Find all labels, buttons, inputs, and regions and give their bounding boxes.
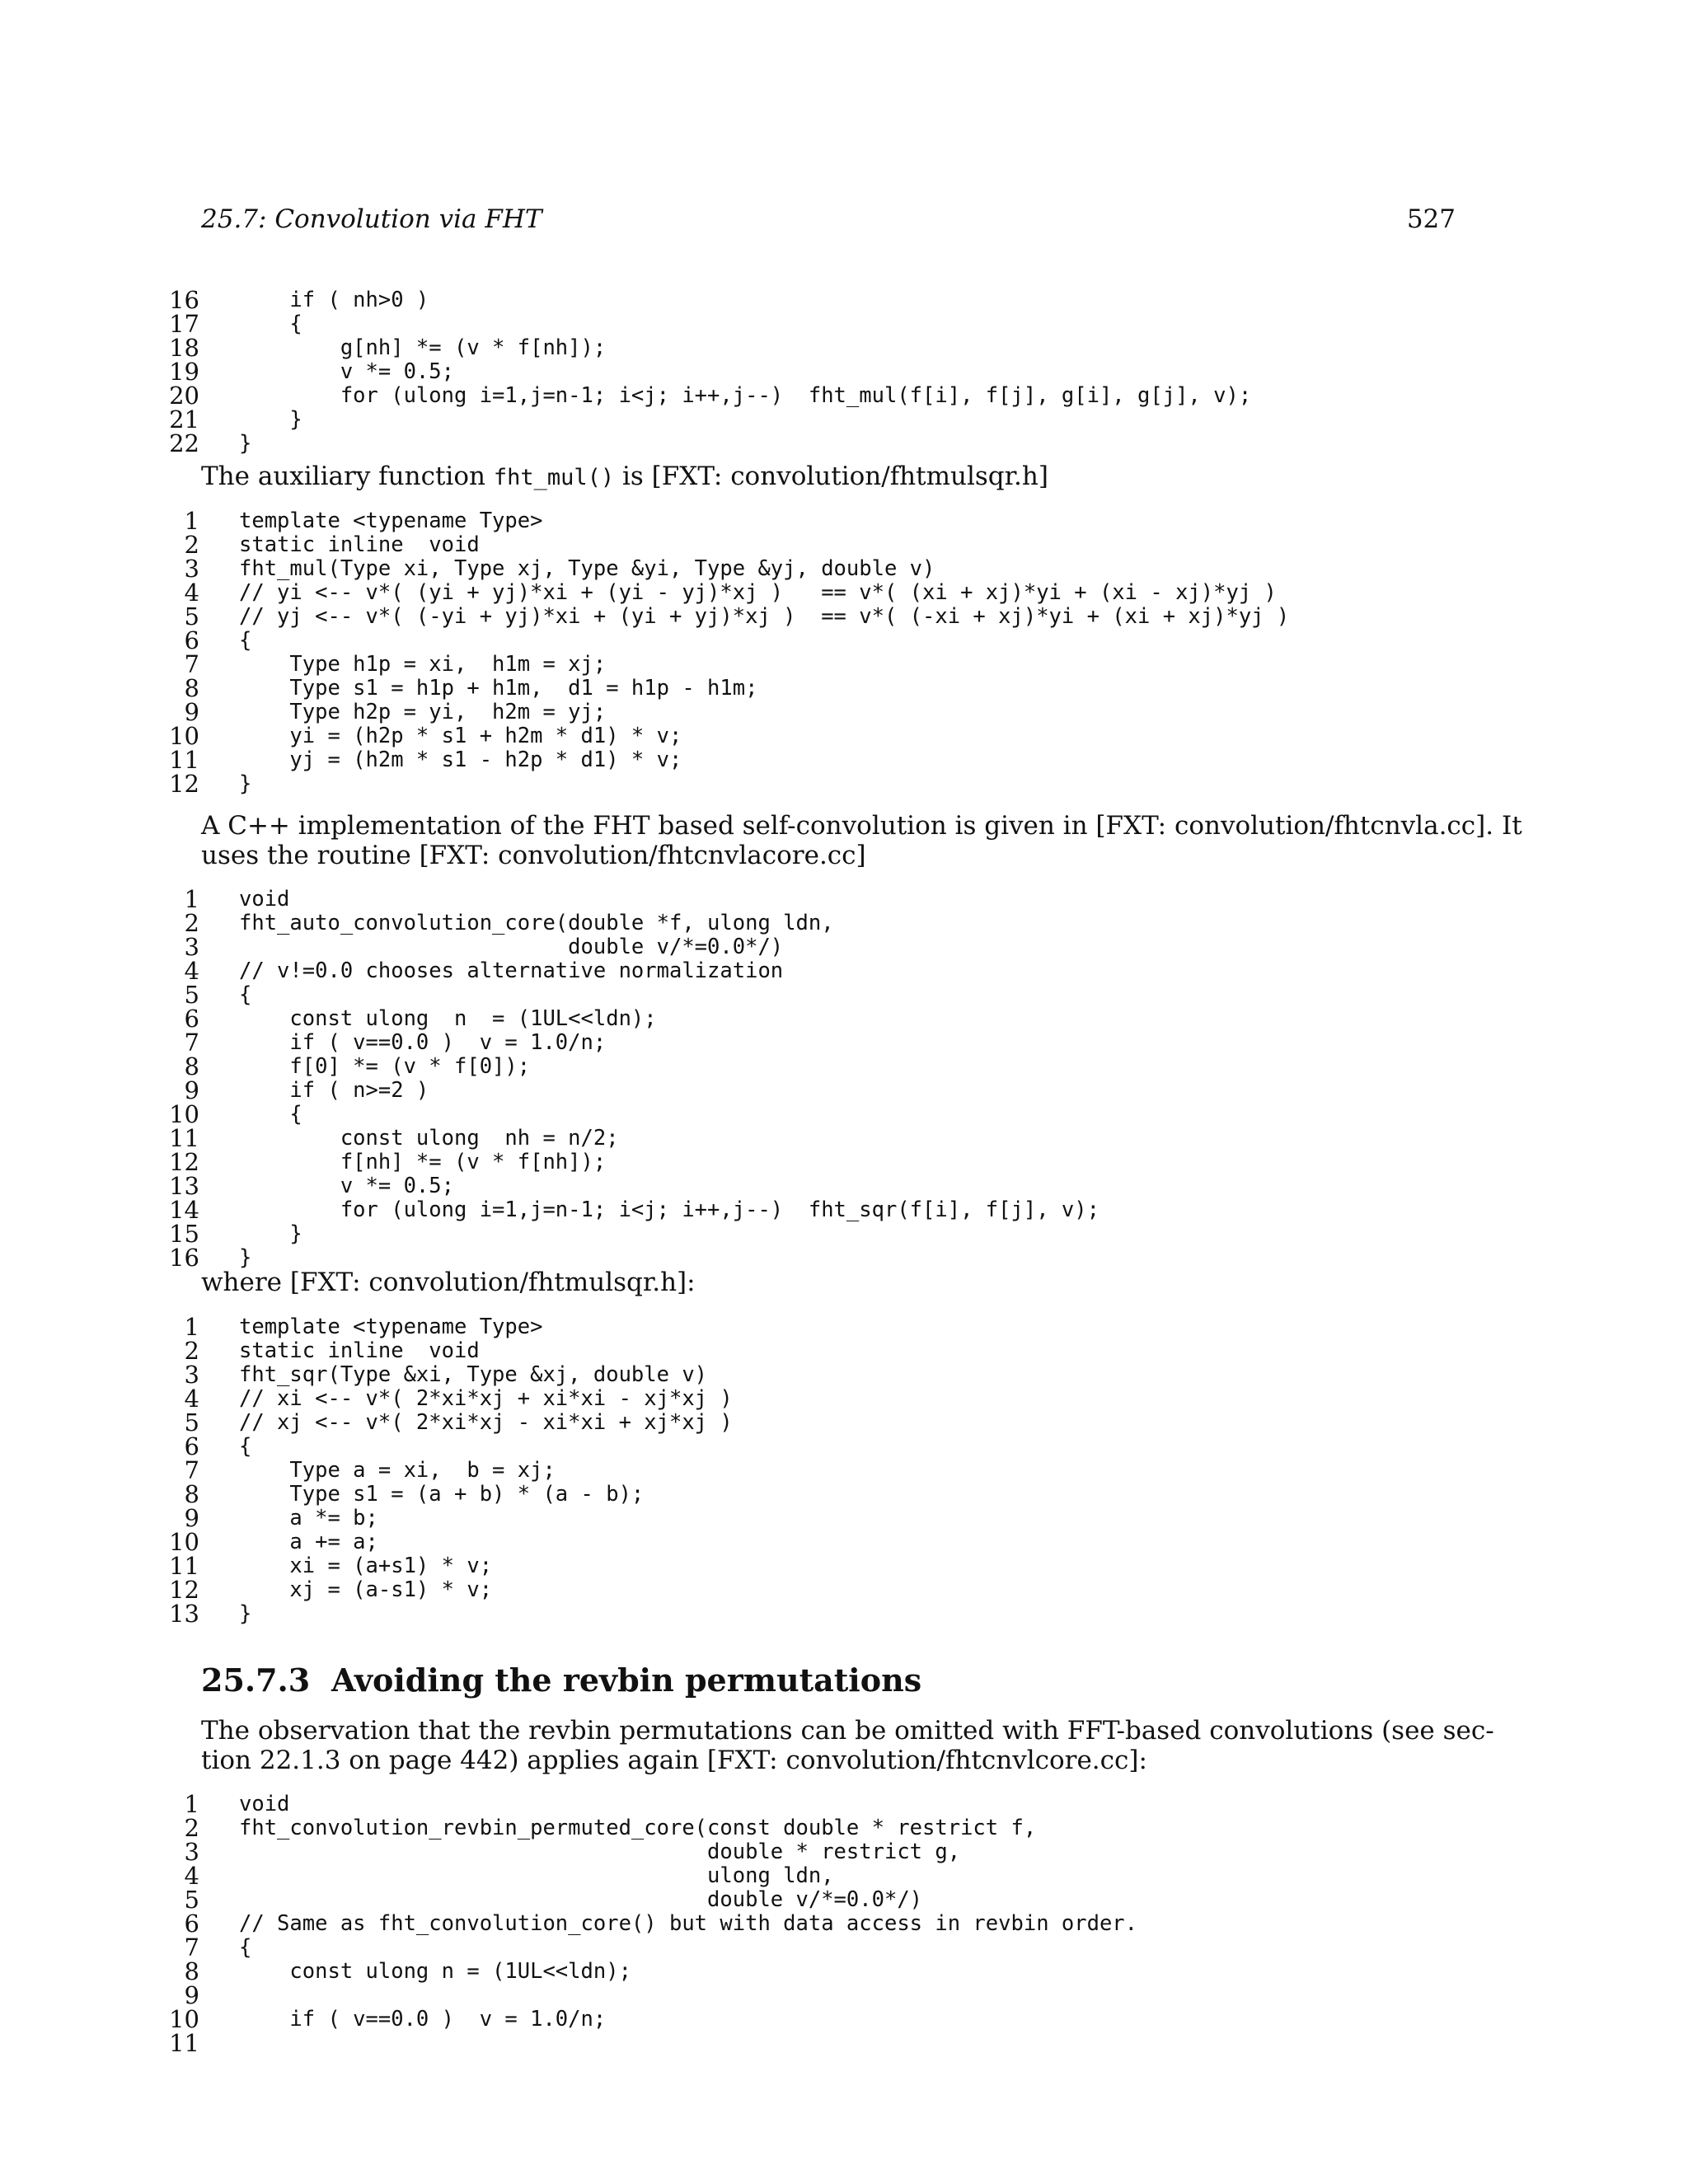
line-number: 13 (169, 1172, 199, 1200)
code-text: for (ulong i=1,j=n-1; i<j; i++,j--) fht_mul(f[i], f[j], g[i], g[j], v); (239, 383, 1252, 408)
code-line (0, 959, 1688, 983)
line-number: 5 (184, 1408, 199, 1436)
code-text: Type h1p = xi, h1m = xj; (239, 652, 607, 677)
code-line (0, 1174, 1688, 1198)
code-listing-fht-convolution-revbin-permuted-core (0, 1790, 1688, 2057)
code-line (0, 336, 1688, 360)
code-text: const ulong n = (1UL<<ldn); (239, 1959, 631, 1984)
code-line (0, 1124, 1688, 1152)
code-text: fht_mul(Type xi, Type xj, Type &yi, Type &yj, double v) (239, 556, 935, 581)
code-line (0, 748, 1688, 772)
line-number: 10 (169, 1100, 199, 1128)
code-line (0, 581, 1688, 605)
code-line (0, 1864, 1688, 1888)
code-text: const ulong nh = n/2; (239, 1126, 619, 1151)
code-line (0, 1816, 1688, 1840)
code-text: { (239, 982, 252, 1007)
line-number: 12 (169, 770, 199, 798)
section-number: 25.7.3 (201, 1661, 311, 1699)
code-line (0, 509, 1688, 533)
line-number: 1 (184, 1313, 199, 1341)
line-number: 22 (169, 429, 199, 457)
code-line (0, 1530, 1688, 1554)
code-text: a *= b; (239, 1506, 378, 1530)
code-text: Type s1 = h1p + h1m, d1 = h1p - h1m; (239, 676, 758, 701)
code-line (0, 1387, 1688, 1411)
code-line (0, 360, 1688, 384)
line-number: 11 (169, 746, 199, 774)
line-number: 11 (169, 2029, 199, 2057)
section-title: Avoiding the revbin permutations (331, 1661, 922, 1699)
code-line (0, 557, 1688, 581)
code-text: // yj <-- v*( (-yi + yj)*xi + (yi + yj)*xj ) == v*( (-xi + xj)*yi + (xi + xj)*yj ) (239, 604, 1290, 629)
code-line (0, 1981, 1688, 2009)
code-text: g[nh] *= (v * f[nh]); (239, 335, 607, 360)
code-listing-fht-sqr (0, 1315, 1688, 1626)
line-number: 9 (184, 1981, 199, 2009)
code-line (0, 2029, 1688, 2057)
code-line (0, 1408, 1688, 1436)
code-text: if ( nh>0 ) (239, 288, 429, 312)
line-number: 7 (184, 1029, 199, 1057)
line-number: 6 (184, 626, 199, 654)
code-text: } (239, 1221, 302, 1246)
code-text: if ( v==0.0 ) v = 1.0/n; (239, 2007, 607, 2032)
paragraph-line: A C++ implementation of the FHT based self-convolution is given in [FXT: convolution/fhtcnvla.cc]. It (201, 811, 1522, 841)
line-number: 4 (184, 1862, 199, 1890)
code-line (0, 1840, 1688, 1864)
code-text: double v/*=0.0*/) (239, 935, 784, 959)
code-text: yi = (h2p * s1 + h2m * d1) * v; (239, 724, 682, 748)
code-line (0, 935, 1688, 959)
line-number: 2 (184, 1814, 199, 1842)
code-text: } (239, 1601, 252, 1626)
line-number: 8 (184, 1957, 199, 1985)
code-line (0, 724, 1688, 748)
line-number: 16 (169, 1244, 199, 1272)
line-number: 2 (184, 531, 199, 559)
code-line (0, 1339, 1688, 1363)
line-number: 8 (184, 674, 199, 702)
code-line (0, 1957, 1688, 1985)
code-line (0, 1933, 1688, 1961)
code-text: double v/*=0.0*/) (239, 1887, 923, 1912)
paragraph-line: The observation that the revbin permutations can be omitted with FFT-based convolutions (see sec- (201, 1716, 1494, 1746)
code-text: { (239, 1434, 252, 1459)
code-text: f[0] *= (v * f[0]); (239, 1054, 531, 1079)
code-text: v *= 0.5; (239, 359, 454, 384)
code-text: static inline void (239, 1338, 480, 1363)
code-line (0, 1363, 1688, 1387)
code-text: } (239, 1245, 252, 1270)
code-line (0, 1432, 1688, 1460)
code-line (0, 1790, 1688, 1818)
line-number: 11 (169, 1124, 199, 1152)
code-text: if ( n>=2 ) (239, 1078, 429, 1103)
code-listing-fht-mul-tail (0, 288, 1688, 456)
code-line (0, 1315, 1688, 1339)
code-text: xj = (a-s1) * v; (239, 1577, 493, 1602)
code-text: fht_auto_convolution_core(double *f, ulong ldn, (239, 911, 834, 935)
line-number: 7 (184, 1456, 199, 1484)
code-line (0, 650, 1688, 678)
code-text: { (239, 312, 302, 336)
code-line (0, 983, 1688, 1007)
line-number: 5 (184, 1886, 199, 1914)
code-text: xi = (a+s1) * v; (239, 1554, 493, 1578)
code-text: yj = (h2m * s1 - h2p * d1) * v; (239, 748, 682, 772)
line-number: 2 (184, 1337, 199, 1365)
page-number: 527 (1406, 204, 1456, 234)
line-number: 9 (184, 1504, 199, 1532)
section-heading (201, 1661, 921, 1699)
code-line (0, 1222, 1688, 1246)
line-number: 5 (184, 602, 199, 630)
code-text: Type h2p = yi, h2m = yj; (239, 700, 607, 724)
code-line (0, 1246, 1688, 1270)
line-number: 6 (184, 1432, 199, 1460)
code-line (0, 1602, 1688, 1626)
code-text: template <typename Type> (239, 1315, 543, 1339)
code-text: f[nh] *= (v * f[nh]); (239, 1150, 607, 1174)
line-number: 9 (184, 698, 199, 726)
line-number: 2 (184, 909, 199, 937)
line-number: 1 (184, 885, 199, 913)
inline-code: fht_mul() (493, 465, 615, 490)
code-text: fht_sqr(Type &xi, Type &xj, double v) (239, 1362, 708, 1387)
line-number: 12 (169, 1576, 199, 1604)
code-line (0, 1480, 1688, 1508)
code-line (0, 1554, 1688, 1578)
code-text: static inline void (239, 532, 480, 557)
code-text: a += a; (239, 1530, 378, 1554)
code-text: // yi <-- v*( (yi + yj)*xi + (yi - yj)*xj ) == v*( (xi + xj)*yi + (xi - xj)*yj ) (239, 580, 1277, 605)
code-line (0, 1504, 1688, 1532)
code-line (0, 429, 1688, 457)
code-text: // xi <-- v*( 2*xi*xj + xi*xi - xj*xj ) (239, 1386, 733, 1411)
code-line (0, 1888, 1688, 1912)
code-text: double * restrict g, (239, 1840, 961, 1864)
code-text: v *= 0.5; (239, 1174, 454, 1198)
code-text: { (239, 1102, 302, 1127)
running-header-title: 25.7: Convolution via FHT (201, 204, 542, 234)
line-number: 4 (184, 1385, 199, 1413)
code-line (0, 1456, 1688, 1484)
line-number: 7 (184, 1933, 199, 1961)
code-text: // v!=0.0 chooses alternative normalization (239, 958, 784, 983)
code-text: Type s1 = (a + b) * (a - b); (239, 1482, 645, 1507)
code-text: { (239, 628, 252, 653)
line-number: 19 (169, 358, 199, 386)
paragraph-revbin-observation (201, 1716, 1494, 1775)
code-text: // xj <-- v*( 2*xi*xj - xi*xi + xj*xj ) (239, 1410, 733, 1435)
code-text: { (239, 1935, 252, 1960)
code-line (0, 1007, 1688, 1031)
code-line (0, 626, 1688, 654)
paragraph-where (201, 1268, 1456, 1297)
line-number: 20 (169, 382, 199, 410)
paragraph-line: tion 22.1.3 on page 442) applies again [FXT: convolution/fhtcnvlcore.cc]: (201, 1746, 1147, 1775)
code-text: // Same as fht_convolution_core() but with data access in revbin order. (239, 1911, 1138, 1936)
code-text: fht_convolution_revbin_permuted_core(const double * restrict f, (239, 1816, 1037, 1840)
code-line (0, 909, 1688, 937)
line-number: 21 (169, 405, 199, 434)
code-text: void (239, 1792, 290, 1816)
code-line (0, 2005, 1688, 2033)
line-number: 9 (184, 1076, 199, 1104)
code-line (0, 1031, 1688, 1055)
code-text: } (239, 431, 252, 456)
line-number: 10 (169, 722, 199, 750)
line-number: 3 (184, 1838, 199, 1866)
paragraph-line: where [FXT: convolution/fhtmulsqr.h]: (201, 1268, 696, 1297)
line-number: 3 (184, 1361, 199, 1389)
code-text: if ( v==0.0 ) v = 1.0/n; (239, 1030, 607, 1055)
line-number: 1 (184, 507, 199, 535)
line-number: 4 (184, 957, 199, 985)
code-line (0, 384, 1688, 408)
code-text: } (239, 771, 252, 796)
line-number: 16 (169, 286, 199, 314)
code-line (0, 288, 1688, 312)
line-number: 10 (169, 2005, 199, 2033)
line-number: 8 (184, 1052, 199, 1080)
code-text: void (239, 887, 290, 912)
code-line (0, 1578, 1688, 1602)
line-number: 15 (169, 1220, 199, 1248)
line-number: 14 (169, 1196, 199, 1224)
line-number: 18 (169, 334, 199, 362)
line-number: 3 (184, 933, 199, 961)
line-number: 17 (169, 310, 199, 338)
line-number: 4 (184, 579, 199, 607)
code-line (0, 1912, 1688, 1936)
code-line (0, 698, 1688, 726)
code-listing-fht-auto-convolution-core (0, 885, 1688, 1272)
code-line (0, 1148, 1688, 1176)
code-text: ulong ldn, (239, 1863, 834, 1888)
paragraph-fht-mul-intro (201, 462, 1456, 491)
code-line (0, 1100, 1688, 1128)
paragraph-text: The auxiliary function (201, 462, 494, 491)
code-text: } (239, 407, 302, 432)
running-header (201, 204, 1456, 241)
line-number: 7 (184, 650, 199, 678)
code-line (0, 1052, 1688, 1080)
code-line (0, 674, 1688, 702)
paragraph-self-convolution (201, 811, 1522, 870)
code-line (0, 772, 1688, 796)
line-number: 6 (184, 1910, 199, 1938)
code-text: Type a = xi, b = xj; (239, 1458, 556, 1483)
paragraph-text: is [FXT: convolution/fhtmulsqr.h] (614, 462, 1048, 491)
line-number: 10 (169, 1528, 199, 1556)
paragraph-line: uses the routine [FXT: convolution/fhtcnvlacore.cc] (201, 841, 866, 870)
code-text: const ulong n = (1UL<<ldn); (239, 1006, 657, 1031)
line-number: 12 (169, 1148, 199, 1176)
line-number: 5 (184, 981, 199, 1009)
code-listing-fht-mul (0, 509, 1688, 796)
line-number: 8 (184, 1480, 199, 1508)
code-line (0, 312, 1688, 336)
line-number: 13 (169, 1600, 199, 1628)
line-number: 3 (184, 555, 199, 583)
code-line (0, 533, 1688, 557)
code-text: for (ulong i=1,j=n-1; i<j; i++,j--) fht_sqr(f[i], f[j], v); (239, 1197, 1100, 1222)
code-line (0, 602, 1688, 630)
line-number: 1 (184, 1790, 199, 1818)
line-number: 6 (184, 1005, 199, 1033)
code-line (0, 885, 1688, 913)
code-line (0, 1076, 1688, 1104)
code-line (0, 1198, 1688, 1222)
code-line (0, 405, 1688, 434)
code-text: template <typename Type> (239, 509, 543, 533)
line-number: 11 (169, 1552, 199, 1580)
